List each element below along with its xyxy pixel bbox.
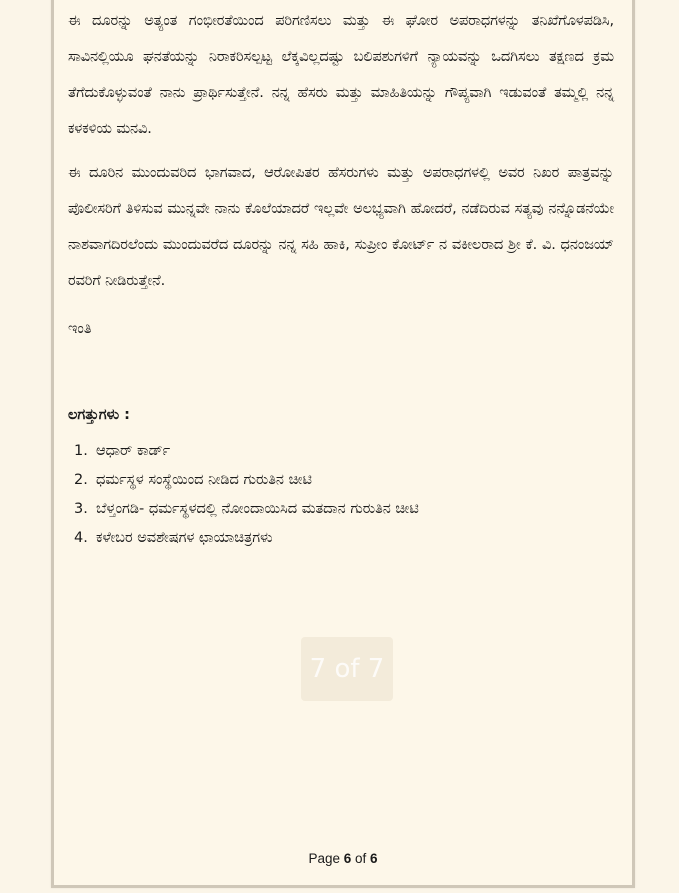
page-label: Page xyxy=(308,851,340,866)
list-item xyxy=(74,437,614,466)
list-item-number: 3. xyxy=(74,501,88,517)
page-of-label: of xyxy=(355,851,367,866)
list-item-text: ಧರ್ಮಸ್ಥಳ ಸಂಸ್ಥೆಯಿಂದ ನೀಡಿದ ಗುರುತಿನ ಚೀಟಿ xyxy=(96,472,312,488)
list-item-text: ಕಳೇಬರ ಅವಶೇಷಗಳ ಛಾಯಾಚಿತ್ರಗಳು xyxy=(96,530,273,546)
list-item-number: 1. xyxy=(74,443,88,459)
list-item-number: 4. xyxy=(74,530,88,546)
paragraph-continuation: ಈ ದೂರಿನ ಮುಂದುವರಿದ ಭಾಗವಾದ, ಆರೋಪಿತರ ಹೆಸರುಗಳು ಮತ್ತು ಅಪರಾಧಗಳಲ್ಲಿ ಅವರ ನಿಖರ ಪಾತ್ರವನ್ನು ಪೊಲೀಸರಿಗೆ ತಿಳಿಸುವ ಮುನ್ನವೇ ನಾನು ಕೊಲೆಯಾದರೆ ಇಲ್ಲವೇ ಅಲಭ್ಯವಾಗಿ ಹೋದರೆ, ನಡೆದಿರುವ ಸತ್ಯವು ನನ್ನೊಡನೆಯೇ ನಾಶವಾಗದಿರಲೆಂದು ಮುಂದುವರೆದ ದೂರನ್ನು ನನ್ನ ಸಹಿ ಹಾಕಿ, ಸುಪ್ರೀಂ ಕೋರ್ಟ್ ನ ವಕೀಲರಾದ ಶ್ರೀ ಕೆ. ವಿ. ಧನಂಜಯ್ ರವರಿಗೆ ನೀಡಿರುತ್ತೇನೆ. xyxy=(68,165,614,289)
page-watermark: 7 of 7 xyxy=(301,637,393,701)
current-page-number: 6 xyxy=(343,851,352,866)
attachments-list xyxy=(68,437,614,553)
page-content xyxy=(68,3,614,553)
list-item xyxy=(74,466,614,495)
document-page xyxy=(51,0,635,888)
closing-text: ಇಂತಿ xyxy=(68,321,92,337)
list-item xyxy=(74,495,614,524)
attachments-heading: ಲಗತ್ತುಗಳು : xyxy=(68,407,130,423)
list-item-text: ಬೆಳ್ತಂಗಡಿ- ಧರ್ಮಸ್ಥಳದಲ್ಲಿ ನೋಂದಾಯಿಸಿದ ಮತದಾನ ಗುರುತಿನ ಚೀಟಿ xyxy=(96,501,419,517)
list-item xyxy=(74,524,614,553)
total-page-number: 6 xyxy=(370,851,378,866)
page-number-footer xyxy=(54,851,632,866)
paragraph-request: ಈ ದೂರನ್ನು ಅತ್ಯಂತ ಗಂಭೀರತೆಯಿಂದ ಪರಿಗಣಿಸಲು ಮತ್ತು ಈ ಘೋರ ಅಪರಾಧಗಳನ್ನು ತನಿಖೆಗೊಳಪಡಿಸಿ, ಸಾವಿನಲ್ಲಿಯೂ ಘನತೆಯನ್ನು ನಿರಾಕರಿಸಲ್ಪಟ್ಟ ಲೆಕ್ಕವಿಲ್ಲದಷ್ಟು ಬಲಿಪಶುಗಳಿಗೆ ನ್ಯಾಯವನ್ನು ಒದಗಿಸಲು ತಕ್ಷಣದ ಕ್ರಮ ತೆಗೆದುಕೊಳ್ಳುವಂತೆ ನಾನು ಪ್ರಾರ್ಥಿಸುತ್ತೇನೆ. ನನ್ನ ಹೆಸರು ಮತ್ತು ಮಾಹಿತಿಯನ್ನು ಗೌಪ್ಯವಾಗಿ ಇಡುವಂತೆ ತಮ್ಮಲ್ಲಿ ನನ್ನ ಕಳಕಳಿಯ ಮನವಿ. xyxy=(68,13,614,137)
list-item-text: ಆಧಾರ್ ಕಾರ್ಡ್ xyxy=(96,443,171,459)
list-item-number: 2. xyxy=(74,472,88,488)
